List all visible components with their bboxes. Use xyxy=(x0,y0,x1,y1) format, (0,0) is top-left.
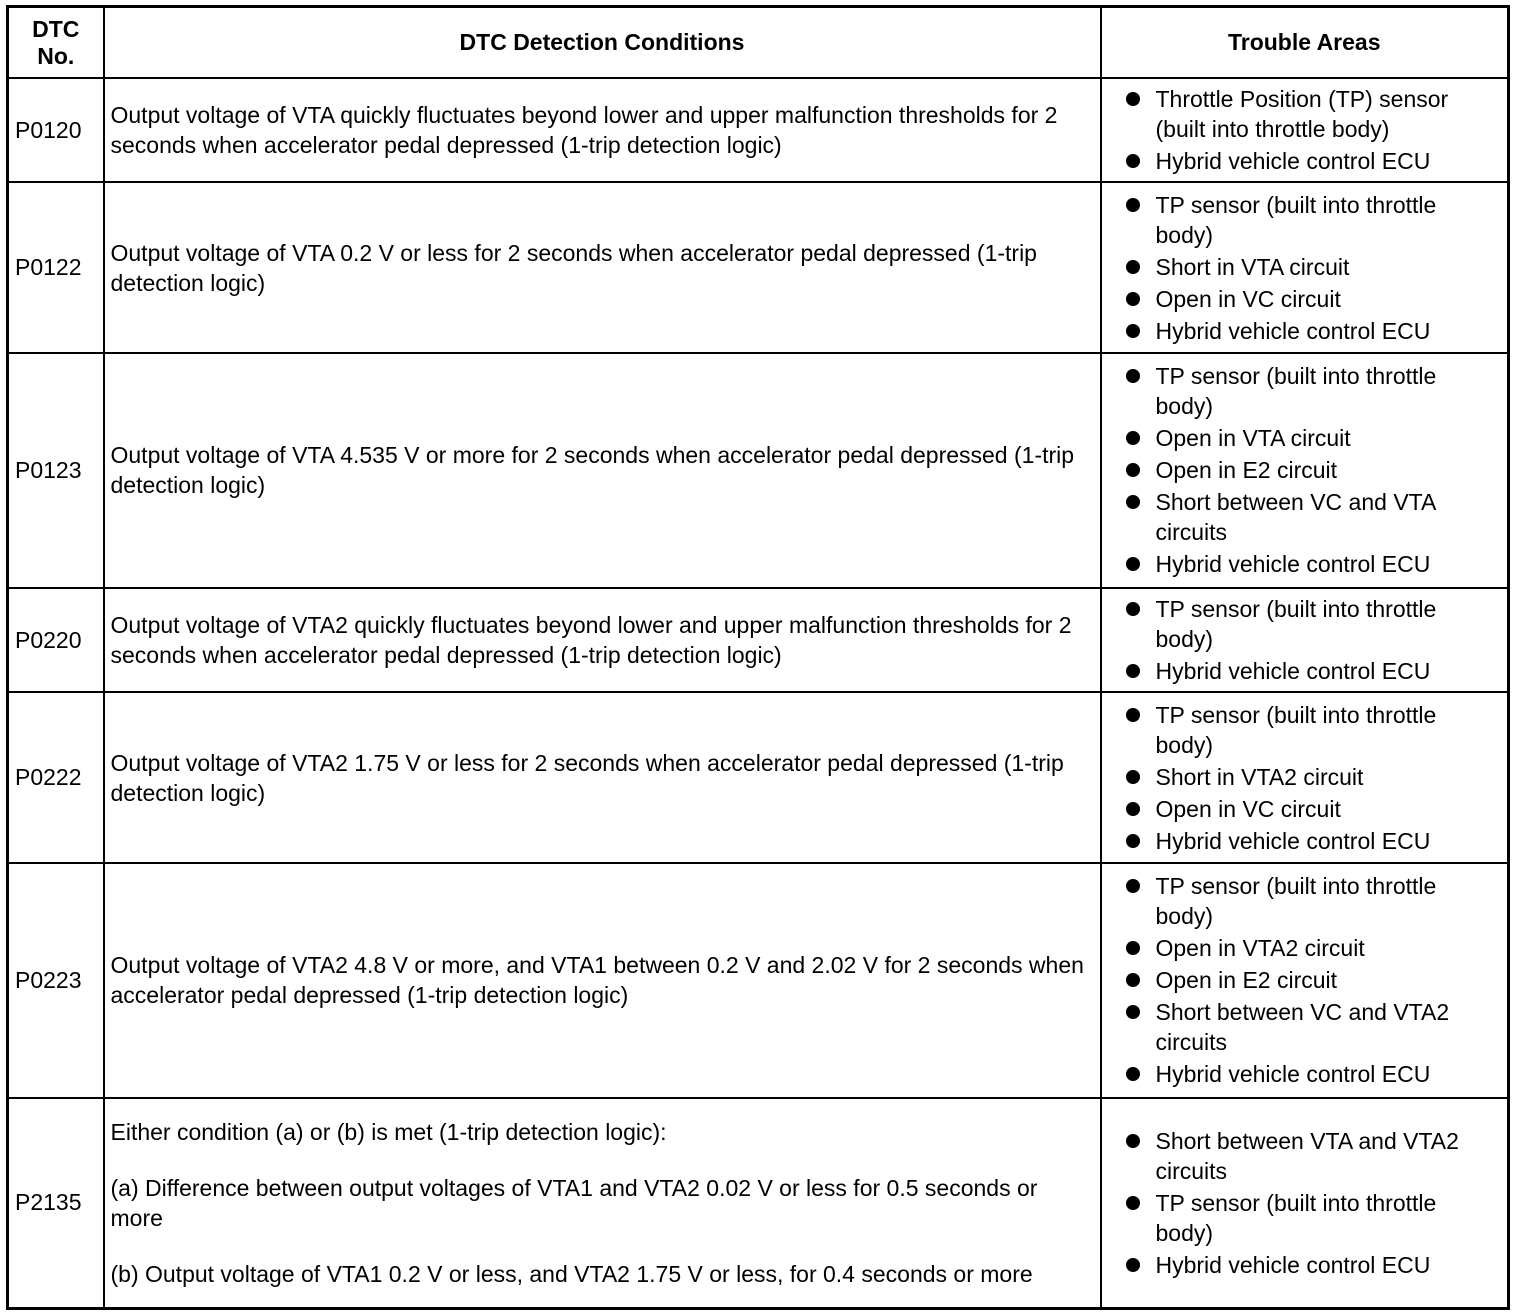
trouble-areas xyxy=(1101,353,1509,588)
header-trouble-areas: Trouble Areas xyxy=(1101,7,1509,79)
condition-text: Output voltage of VTA 0.2 V or less for 2 seconds when accelerator pedal depressed (1-trip detection logic) xyxy=(110,239,1037,296)
trouble-area-item: Throttle Position (TP) sensor (built into throttle body) xyxy=(1126,84,1496,144)
trouble-area-list xyxy=(1126,190,1496,346)
detection-conditions xyxy=(104,78,1101,182)
table-row xyxy=(8,1098,1509,1309)
trouble-area-item: TP sensor (built into throttle body) xyxy=(1126,594,1496,654)
condition-text: Either condition (a) or (b) is met (1-trip detection logic): xyxy=(110,1118,667,1145)
trouble-areas xyxy=(1101,588,1509,692)
dtc-code: P0220 xyxy=(8,588,104,692)
trouble-areas xyxy=(1101,1098,1509,1309)
trouble-areas xyxy=(1101,692,1509,863)
trouble-area-item: Open in VTA2 circuit xyxy=(1126,933,1496,963)
trouble-area-item: Open in VC circuit xyxy=(1126,284,1496,314)
dtc-code: P0122 xyxy=(8,182,104,353)
trouble-area-list xyxy=(1126,594,1496,686)
trouble-area-item: Hybrid vehicle control ECU xyxy=(1126,656,1496,686)
trouble-area-item: Hybrid vehicle control ECU xyxy=(1126,316,1496,346)
condition-text: Output voltage of VTA2 1.75 V or less for 2 seconds when accelerator pedal depressed (1-trip detection logic) xyxy=(110,749,1064,806)
trouble-area-item: TP sensor (built into throttle body) xyxy=(1126,871,1496,931)
dtc-table xyxy=(6,5,1510,1310)
trouble-area-item: Short between VC and VTA2 circuits xyxy=(1126,997,1496,1057)
trouble-areas xyxy=(1101,78,1509,182)
trouble-area-item: Short between VTA and VTA2 circuits xyxy=(1126,1126,1496,1186)
trouble-area-item: TP sensor (built into throttle body) xyxy=(1126,361,1496,421)
trouble-area-item: TP sensor (built into throttle body) xyxy=(1126,1188,1496,1248)
trouble-area-item: Open in E2 circuit xyxy=(1126,455,1496,485)
trouble-area-item: Hybrid vehicle control ECU xyxy=(1126,826,1496,856)
trouble-area-item: Hybrid vehicle control ECU xyxy=(1126,1250,1496,1280)
table-row xyxy=(8,353,1509,588)
dtc-code: P0120 xyxy=(8,78,104,182)
header-row xyxy=(8,7,1509,79)
table-row xyxy=(8,182,1509,353)
trouble-area-item: Short in VTA circuit xyxy=(1126,252,1496,282)
trouble-area-item: Open in VTA circuit xyxy=(1126,423,1496,453)
trouble-area-item: Hybrid vehicle control ECU xyxy=(1126,146,1496,176)
dtc-code: P0222 xyxy=(8,692,104,863)
trouble-area-item: TP sensor (built into throttle body) xyxy=(1126,190,1496,250)
trouble-area-list xyxy=(1126,84,1496,176)
trouble-area-list xyxy=(1126,1126,1496,1280)
condition-text: Output voltage of VTA2 4.8 V or more, and VTA1 between 0.2 V and 2.02 V for 2 seconds when accelerator pedal depressed (1-trip detection logic) xyxy=(110,952,1084,1009)
table-row xyxy=(8,692,1509,863)
detection-conditions xyxy=(104,863,1101,1098)
dtc-code: P0123 xyxy=(8,353,104,588)
detection-conditions xyxy=(104,588,1101,692)
trouble-area-list xyxy=(1126,700,1496,856)
trouble-area-item: Open in VC circuit xyxy=(1126,794,1496,824)
trouble-area-item: Hybrid vehicle control ECU xyxy=(1126,1059,1496,1089)
table-row xyxy=(8,78,1509,182)
detection-conditions xyxy=(104,182,1101,353)
trouble-area-item: Short in VTA2 circuit xyxy=(1126,762,1496,792)
trouble-area-item: Short between VC and VTA circuits xyxy=(1126,487,1496,547)
trouble-area-list xyxy=(1126,871,1496,1089)
condition-text: (a) Difference between output voltages of VTA1 and VTA2 0.02 V or less for 0.5 seconds or more xyxy=(110,1174,1038,1231)
trouble-areas xyxy=(1101,182,1509,353)
dtc-code: P0223 xyxy=(8,863,104,1098)
table-row xyxy=(8,863,1509,1098)
trouble-area-item: TP sensor (built into throttle body) xyxy=(1126,700,1496,760)
detection-conditions xyxy=(104,1098,1101,1309)
header-dtc-no: DTC No. xyxy=(8,7,104,79)
detection-conditions xyxy=(104,353,1101,588)
table-body xyxy=(8,78,1509,1309)
table-row xyxy=(8,588,1509,692)
condition-text: Output voltage of VTA 4.535 V or more for 2 seconds when accelerator pedal depressed (1-trip detection logic) xyxy=(110,442,1075,499)
trouble-area-list xyxy=(1126,361,1496,579)
trouble-area-item: Hybrid vehicle control ECU xyxy=(1126,549,1496,579)
detection-conditions xyxy=(104,692,1101,863)
condition-text: Output voltage of VTA quickly fluctuates beyond lower and upper malfunction thresholds for 2 seconds when accelerator pedal depressed (1-trip detection logic) xyxy=(110,102,1058,159)
header-conditions: DTC Detection Conditions xyxy=(104,7,1101,79)
trouble-area-item: Open in E2 circuit xyxy=(1126,965,1496,995)
trouble-areas xyxy=(1101,863,1509,1098)
dtc-code: P2135 xyxy=(8,1098,104,1309)
condition-text: (b) Output voltage of VTA1 0.2 V or less, and VTA2 1.75 V or less, for 0.4 seconds or more xyxy=(110,1260,1033,1287)
condition-text: Output voltage of VTA2 quickly fluctuates beyond lower and upper malfunction thresholds for 2 seconds when accelerator pedal depressed (1-trip detection logic) xyxy=(110,612,1072,669)
